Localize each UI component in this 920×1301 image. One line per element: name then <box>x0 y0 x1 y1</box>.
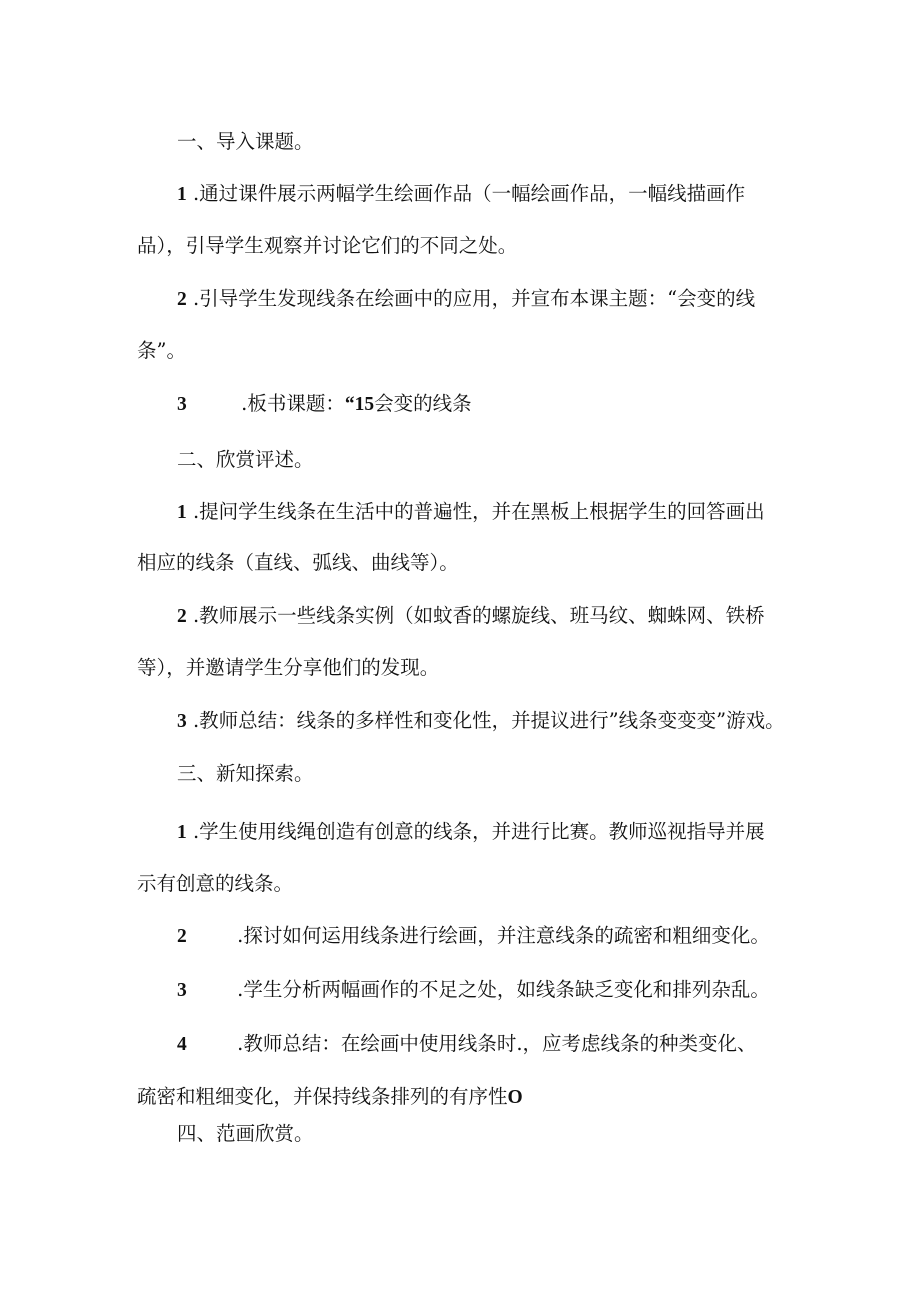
list-item <box>177 392 472 417</box>
list-item <box>177 182 745 207</box>
item-number: 2 <box>177 926 187 947</box>
item-text-continuation: 示有创意的线条。 <box>137 872 294 895</box>
item-number: 2 <box>177 606 187 627</box>
item-number: 3 <box>177 394 187 415</box>
item-text: .教师总结：在绘画中使用线条时.，应考虑线条的种类变化、 <box>237 1032 757 1055</box>
section-heading-1: 一、导入课题。 <box>177 130 314 153</box>
list-item <box>177 709 785 734</box>
item-number: 3 <box>177 980 187 1001</box>
item-text-continuation: 相应的线条（直线、弧线、曲线等）。 <box>137 551 459 574</box>
list-item <box>177 924 770 949</box>
section-heading-3: 三、新知探索。 <box>177 762 314 785</box>
item-text-continuation: 条”。 <box>137 339 186 362</box>
item-text: .板书课题： <box>241 392 345 415</box>
section-heading-4: 四、范画欣赏。 <box>177 1122 314 1145</box>
item-number: 3 <box>177 711 187 732</box>
item-number: 1 <box>177 822 187 843</box>
list-item <box>177 604 765 629</box>
item-text-continuation: 等），并邀请学生分享他们的发现。 <box>137 656 440 679</box>
item-text-bold: “15 <box>344 394 375 415</box>
item-text-tail: 会变的线条 <box>374 392 472 415</box>
item-number: 2 <box>177 289 187 310</box>
item-text: .教师总结：线条的多样性和变化性，并提议进行”线条变变变”游戏。 <box>192 709 785 732</box>
item-text: .引导学生发现线条在绘画中的应用，并宣布本课主题：“会变的线 <box>192 287 756 310</box>
list-item <box>177 820 765 845</box>
item-text: .提问学生线条在生活中的普遍性，并在黑板上根据学生的回答画出 <box>192 500 765 523</box>
item-number: 1 <box>177 502 187 523</box>
item-text-continuation: 品），引导学生观察并讨论它们的不同之处。 <box>137 234 518 257</box>
list-item <box>177 1032 757 1057</box>
section-heading-2: 二、欣赏评述。 <box>177 448 314 471</box>
item-text: .通过课件展示两幅学生绘画作品（一幅绘画作品，一幅线描画作 <box>192 182 746 205</box>
list-item <box>177 978 770 1003</box>
item-text: .探讨如何运用线条进行绘画，并注意线条的疏密和粗细变化。 <box>237 924 770 947</box>
item-text: .教师展示一些线条实例（如蚊香的螺旋线、班马纹、蜘蛛网、铁桥 <box>192 604 765 627</box>
item-text: .学生分析两幅画作的不足之处，如线条缺乏变化和排列杂乱。 <box>237 978 770 1001</box>
list-item <box>177 287 755 312</box>
item-text: .学生使用线绳创造有创意的线条，并进行比赛。教师巡视指导并展 <box>192 820 765 843</box>
item-text: 疏密和粗细变化，并保持线条排列的有序性 <box>137 1085 508 1108</box>
item-text-continuation <box>137 1085 523 1110</box>
item-text-end: O <box>507 1087 523 1108</box>
item-number: 1 <box>177 184 187 205</box>
item-number: 4 <box>177 1034 187 1055</box>
list-item <box>177 500 765 525</box>
